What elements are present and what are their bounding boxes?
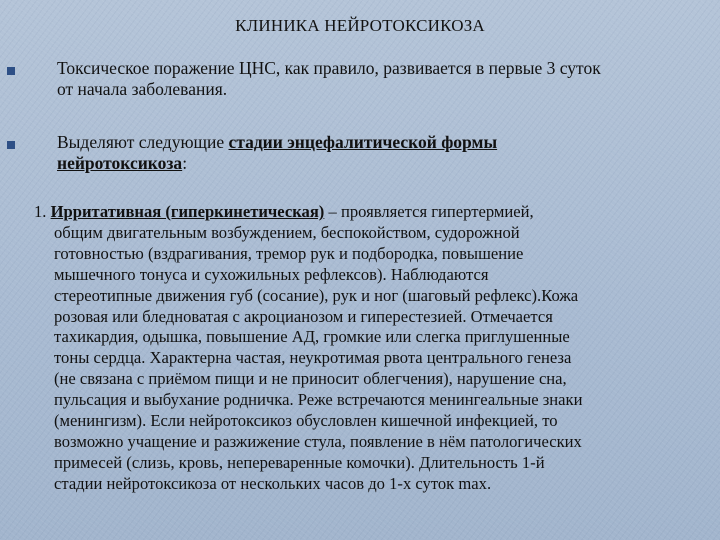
bullet-2-line-1 [57,132,697,153]
bullet-2-suffix: : [182,153,188,173]
stage-1-line-8: (не связана с приёмом пищи и не приносит облегчения), нарушение сна, [54,369,567,389]
stage-1-line-5: розовая или бледноватая с акроцианозом и гиперестезией. Отмечается [54,306,553,326]
bullet-2-prefix: Выделяют следующие [57,132,229,152]
stage-1-heading-line [34,202,684,223]
stage-1-line-4: стереотипные движения губ (сосание), рук и ног (шаговый рефлекс).Кожа [54,285,579,305]
stage-1-number: 1. [34,202,51,221]
bullet-2-emphasis-2: нейротоксикоза [57,153,183,173]
stage-1-line-9: пульсация и выбухание родничка. Реже встречаются менингеальные знаки [54,390,583,410]
bullet-1-line-1: Токсическое поражение ЦНС, как правило, развивается в первые 3 суток [57,58,601,78]
bullet-2-line-2 [57,153,697,174]
bullet-2-emphasis-1: стадии энцефалитической формы [228,132,498,152]
stage-1-line-11: возможно учащение и разжижение стула, появление в нём патологических [54,431,582,451]
stage-1-line-7: тоны сердца. Характерна частая, неукротимая рвота центрального генеза [54,348,572,368]
stage-1-line-13: стадии нейротоксикоза от нескольких часов до 1-х суток max. [54,473,492,493]
bullet-item-1 [57,58,697,100]
stage-1-line-1: общим двигательным возбуждением, беспокойством, судорожной [54,222,520,242]
stage-1-description [34,202,684,495]
slide-title: КЛИНИКА НЕЙРОТОКСИКОЗА [235,16,485,35]
stage-1-line-2: готовностью (вздрагивания, тремор рук и подбородка, повышение [54,243,524,263]
bullet-marker-2 [7,141,15,149]
stage-1-line-6: тахикардия, одышка, повышение АД, громкие или слегка приглушенные [54,327,570,347]
stage-1-first-line-rest: – проявляется гипертермией, [324,202,534,221]
stage-1-name: Ирритативная (гиперкинетическая) [50,202,325,221]
stage-1-line-12: примесей (слизь, кровь, непереваренные комочки). Длительность 1-й [54,452,545,472]
bullet-1-line-2: от начала заболевания. [57,79,228,99]
bullet-item-2 [57,132,697,174]
stage-1-line-3: мышечного тонуса и сухожильных рефлексов). Наблюдаются [54,264,489,284]
stage-1-line-10: (менингизм). Если нейротоксикоз обусловлен кишечной инфекцией, то [54,411,558,431]
bullet-marker-1 [7,67,15,75]
